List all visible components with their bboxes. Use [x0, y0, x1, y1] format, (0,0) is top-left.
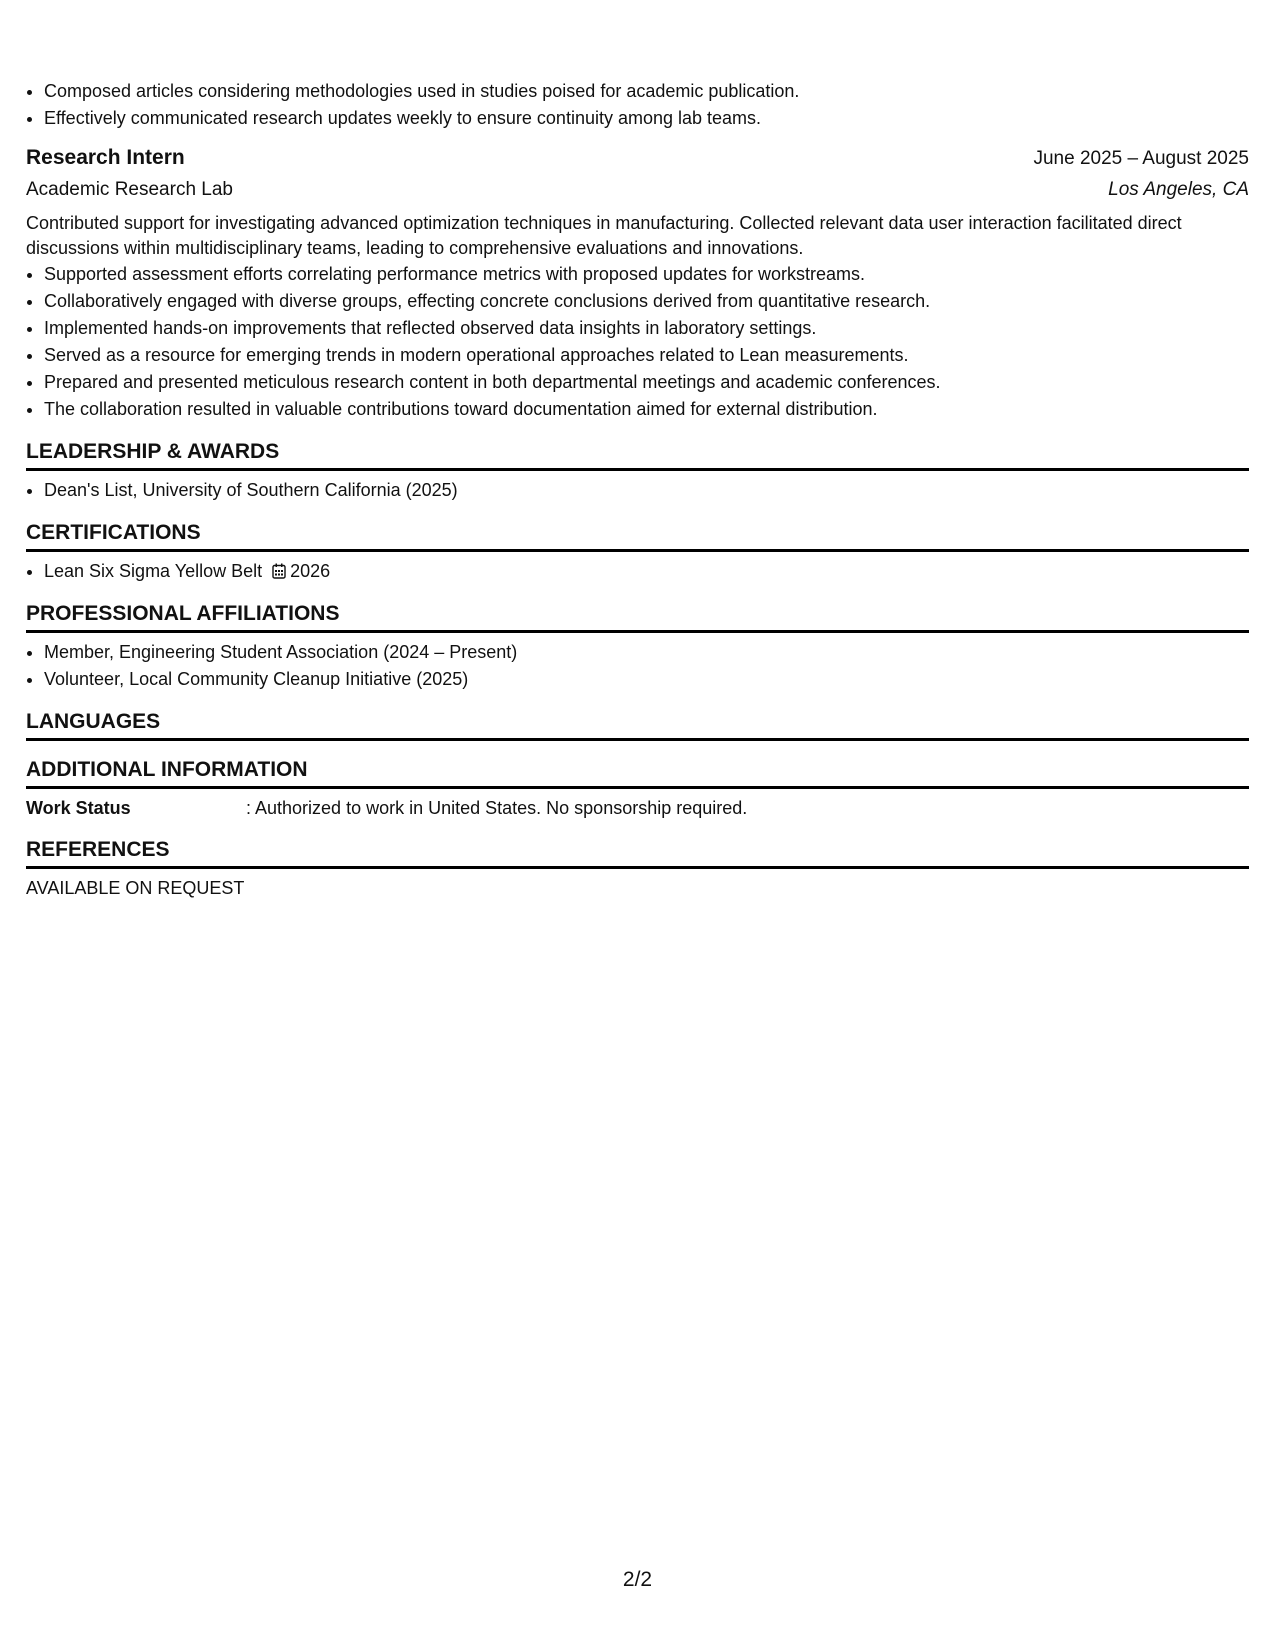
section-divider — [26, 866, 1249, 869]
work-status-label: Work Status — [26, 798, 131, 818]
section-title: REFERENCES — [26, 838, 170, 861]
job-organization: Academic Research Lab — [26, 179, 233, 200]
list-item: • Member, Engineering Student Association (2024 – Present) — [44, 639, 1249, 666]
job-summary: Contributed support for investigating advanced optimization techniques in manufacturing. Collected relevant data user interaction facilitated direct discussions within multidisciplinary teams, leading to comprehensive evaluations and innovations. — [26, 213, 1182, 258]
section-divider — [26, 549, 1249, 552]
section-title: CERTIFICATIONS — [26, 521, 201, 544]
resume-page — [26, 78, 1249, 901]
job-bullets — [26, 261, 1249, 423]
job-dates: June 2025 – August 2025 — [1033, 148, 1249, 169]
list-item: • Supported assessment efforts correlating performance metrics with proposed updates for workstreams. — [44, 261, 1249, 288]
affiliations-section — [26, 599, 1249, 693]
page-number: 2/2 — [622, 1568, 653, 1591]
certifications-section — [26, 518, 1249, 585]
section-divider — [26, 738, 1249, 741]
references-text: AVAILABLE ON REQUEST — [26, 878, 245, 898]
references-section — [26, 835, 1249, 901]
languages-section — [26, 707, 1249, 741]
list-item: • Collaboratively engaged with diverse groups, effecting concrete conclusions derived from quantitative research. — [44, 288, 1249, 315]
section-divider — [26, 468, 1249, 471]
certification-year: 2026 — [290, 561, 331, 581]
calendar-icon — [272, 560, 286, 576]
section-title: PROFESSIONAL AFFILIATIONS — [26, 602, 340, 625]
list-item: • Volunteer, Local Community Cleanup Initiative (2025) — [44, 666, 1249, 693]
additional-info-section — [26, 755, 1249, 821]
list-item: • Composed articles considering methodologies used in studies poised for academic publication. — [44, 78, 1249, 105]
list-item: • The collaboration resulted in valuable contributions toward documentation aimed for external distribution. — [44, 396, 1249, 423]
list-item: • Dean's List, University of Southern California (2025) — [44, 477, 1249, 504]
certification-name: Lean Six Sigma Yellow Belt — [44, 561, 263, 581]
list-item: • Served as a resource for emerging trends in modern operational approaches related to Lean measurements. — [44, 342, 1249, 369]
list-item: • Prepared and presented meticulous research content in both departmental meetings and academic conferences. — [44, 369, 1249, 396]
affiliations-list — [26, 639, 1249, 693]
section-title: LANGUAGES — [26, 710, 161, 733]
section-divider — [26, 630, 1249, 633]
work-status-value: : Authorized to work in United States. No sponsorship required. — [246, 798, 748, 818]
job-header — [26, 142, 1249, 175]
certifications-list — [26, 558, 1249, 585]
job-subheader — [26, 175, 1249, 205]
leadership-section — [26, 437, 1249, 504]
job-location: Los Angeles, CA — [1108, 179, 1249, 200]
previous-job-bullets — [26, 78, 1249, 132]
section-divider — [26, 786, 1249, 789]
list-item: • Implemented hands-on improvements that reflected observed data insights in laboratory settings. — [44, 315, 1249, 342]
list-item — [44, 558, 1249, 585]
section-title: LEADERSHIP & AWARDS — [26, 440, 280, 463]
section-title: ADDITIONAL INFORMATION — [26, 758, 308, 781]
job-title: Research Intern — [26, 146, 185, 169]
work-status-row — [26, 795, 1249, 821]
job-entry — [26, 142, 1249, 423]
list-item: • Effectively communicated research updates weekly to ensure continuity among lab teams. — [44, 105, 1249, 132]
leadership-list — [26, 477, 1249, 504]
